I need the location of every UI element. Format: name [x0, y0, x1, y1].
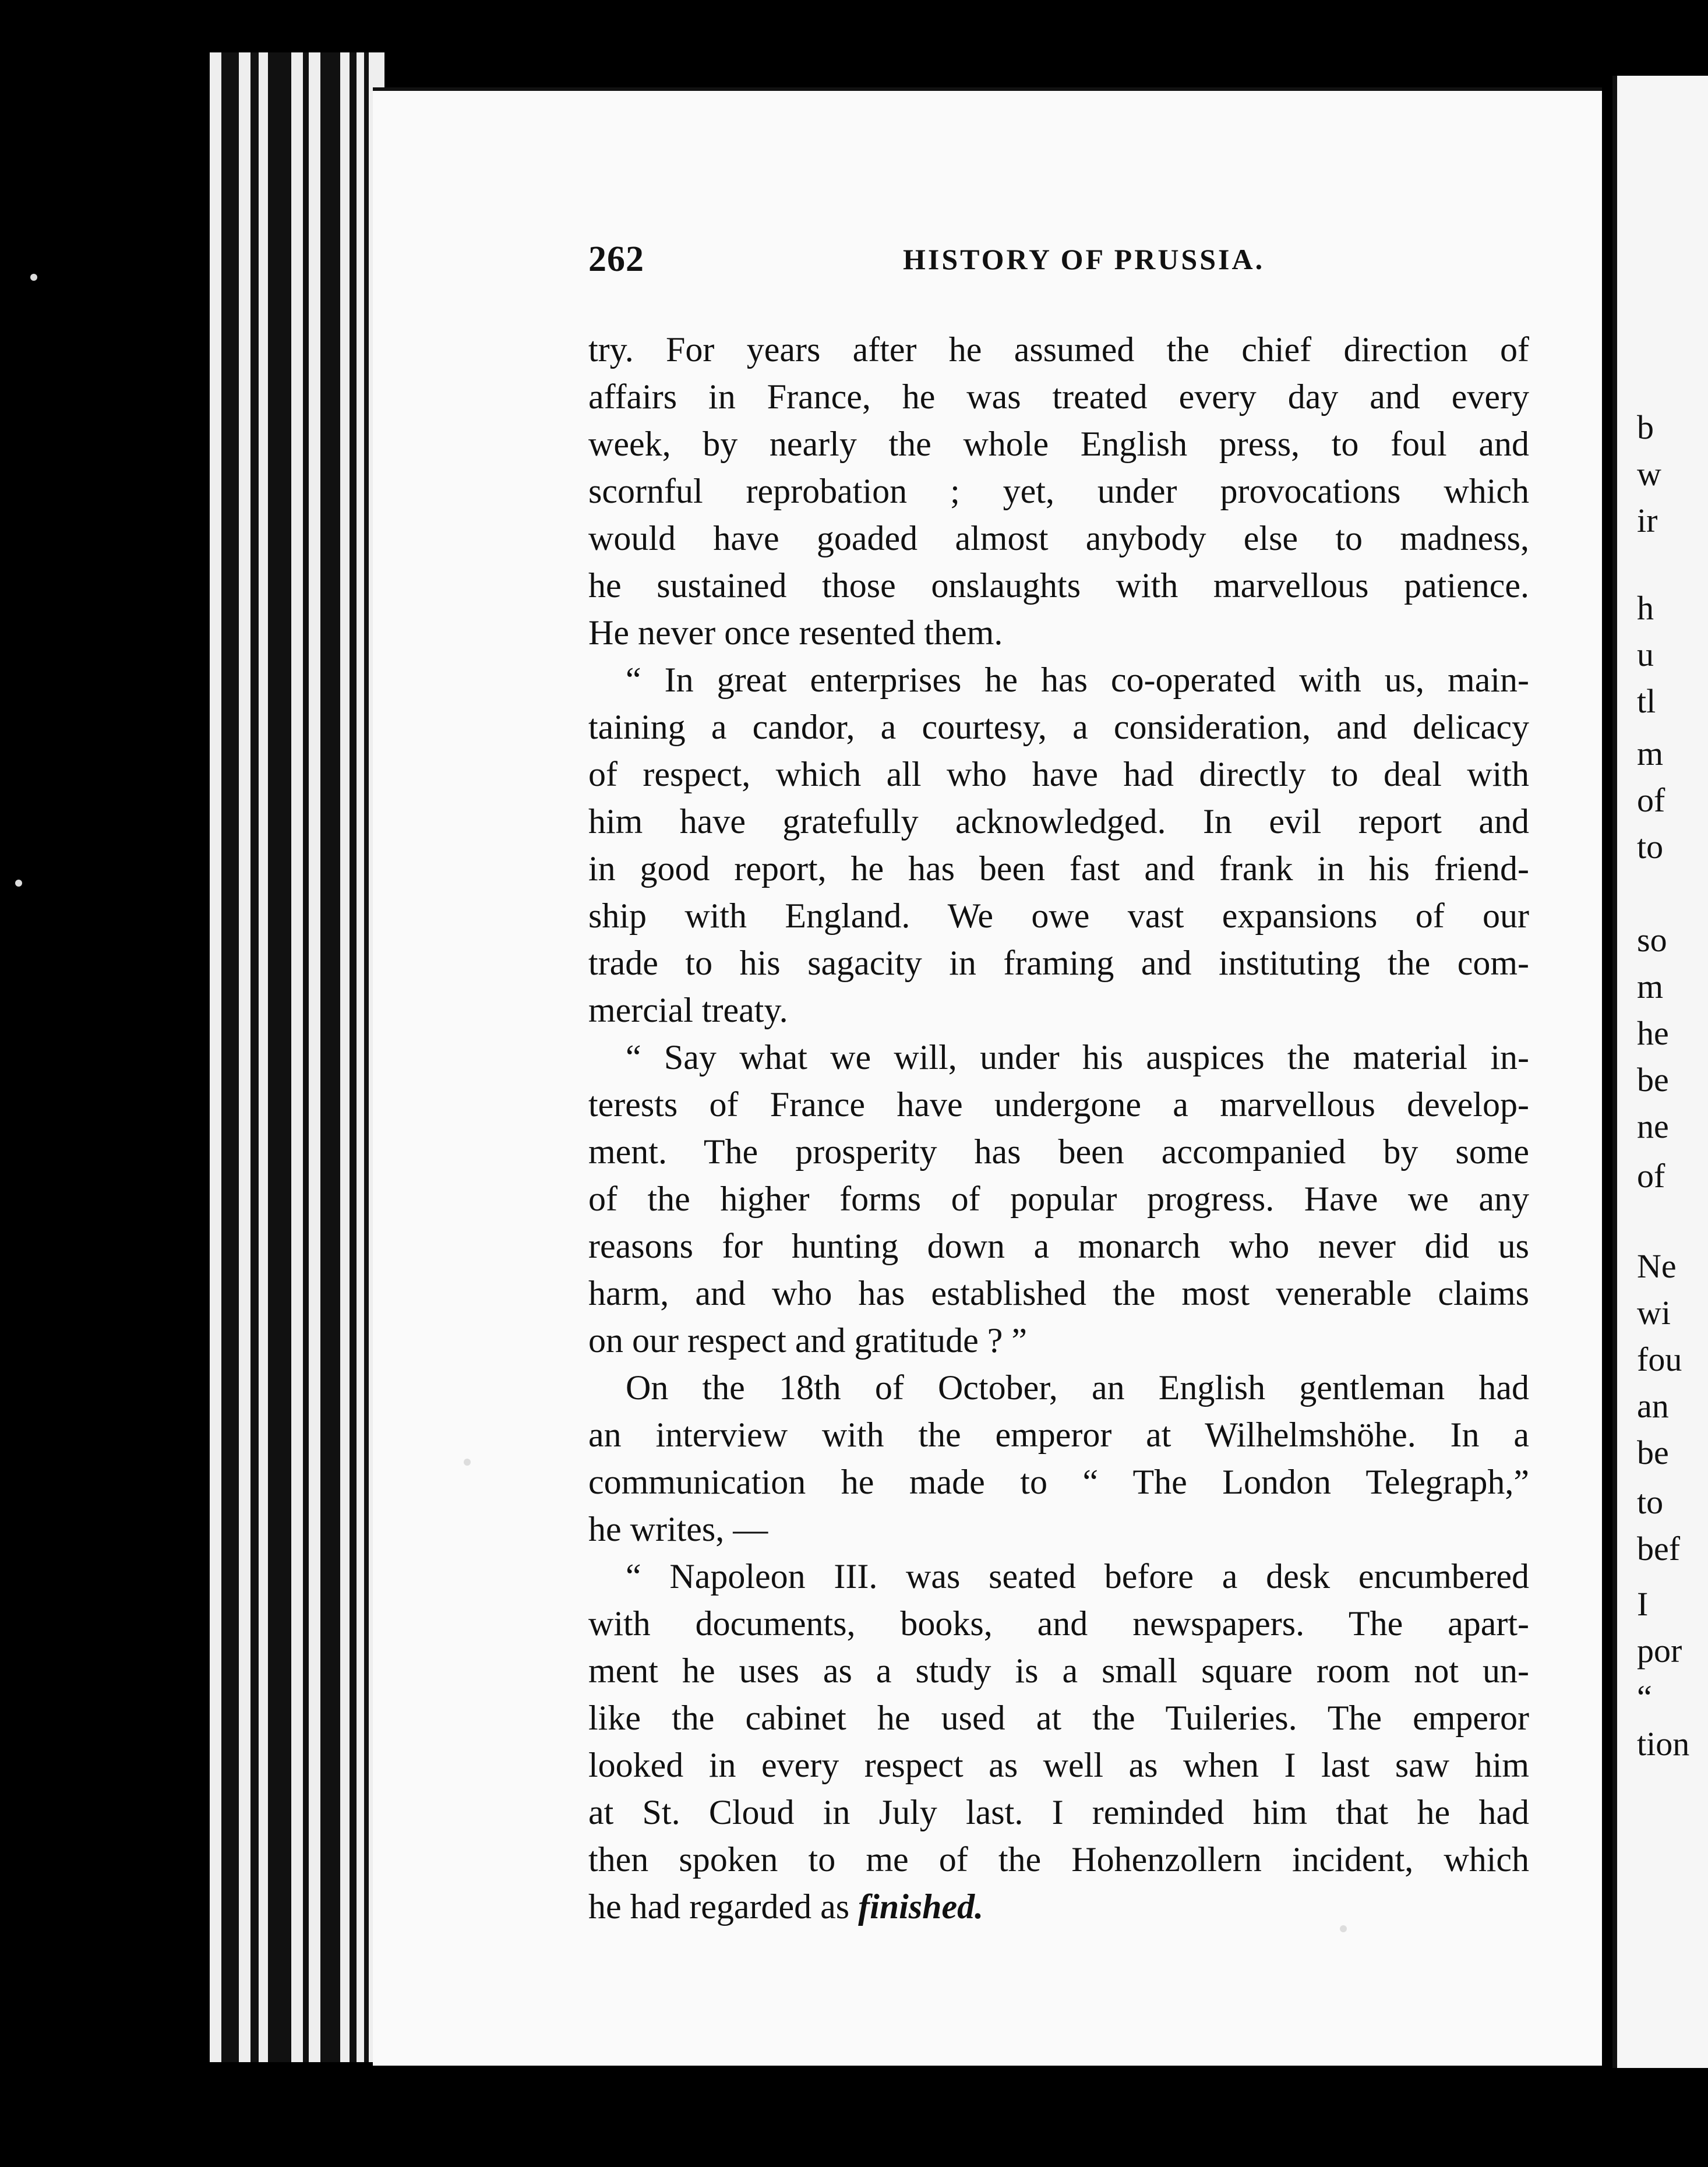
- facing-page-fragment: be: [1637, 1434, 1669, 1471]
- text-line: “ Say what we will, under his auspices the material in-: [626, 1038, 1529, 1077]
- facing-page-fragment: tl: [1637, 682, 1656, 720]
- facing-page-fragment: tion: [1637, 1725, 1690, 1763]
- text-line: On the 18th of October, an English gentleman had: [626, 1368, 1529, 1407]
- book-page-edges: [210, 52, 384, 2062]
- text-line: terests of France have undergone a marvellous develop-: [588, 1085, 1529, 1124]
- facing-page-fragment: b: [1637, 408, 1654, 446]
- text-line: ment he uses as a study is a small square room not un-: [588, 1651, 1529, 1690]
- text-line: trade to his sagacity in framing and instituting the com-: [588, 944, 1529, 982]
- facing-page-fragment: “: [1637, 1678, 1652, 1716]
- facing-page-fragment: bef: [1637, 1530, 1681, 1568]
- body-text: [588, 326, 1529, 1946]
- facing-page-fragment: be: [1637, 1061, 1669, 1099]
- facing-page-fragment: so: [1637, 921, 1667, 959]
- text-line: reasons for hunting down a monarch who never did us: [588, 1227, 1529, 1265]
- facing-page-fragment: an: [1637, 1387, 1669, 1425]
- text-line: he writes, —: [588, 1510, 768, 1548]
- facing-page-fragment: wi: [1637, 1294, 1671, 1332]
- text-line: communication he made to “ The London Telegraph,”: [588, 1463, 1529, 1501]
- text-line: ment. The prosperity has been accompanied by some: [588, 1132, 1529, 1171]
- text-line: of the higher forms of popular progress. Have we any: [588, 1180, 1529, 1218]
- text-line: scornful reprobation ; yet, under provocations which: [588, 472, 1529, 510]
- facing-page-fragment: por: [1637, 1632, 1682, 1670]
- facing-page-fragment: I: [1637, 1585, 1649, 1623]
- text-line: taining a candor, a courtesy, a consideration, and delicacy: [588, 708, 1529, 746]
- text-line: at St. Cloud in July last. I reminded him that he had: [588, 1793, 1529, 1831]
- facing-page-fragment: to: [1637, 1483, 1664, 1521]
- text-line: looked in every respect as well as when I last saw him: [588, 1746, 1529, 1784]
- facing-page-fragment: m: [1637, 735, 1664, 772]
- final-line-prefix: he had regarded as: [588, 1887, 859, 1926]
- text-line: then spoken to me of the Hohenzollern incident, which: [588, 1840, 1529, 1879]
- facing-page-fragment: he: [1637, 1014, 1669, 1052]
- text-line: him have gratefully acknowledged. In evil report and: [588, 802, 1529, 841]
- page-header: [588, 239, 1567, 291]
- text-line: harm, and who has established the most venerable claims: [588, 1274, 1529, 1312]
- facing-page-fragment: u: [1637, 636, 1654, 673]
- page-number: 262: [588, 239, 644, 279]
- text-line: week, by nearly the whole English press, to foul and: [588, 425, 1529, 463]
- text-line: He never once resented them.: [588, 613, 1003, 652]
- facing-page-fragment: of: [1637, 1157, 1665, 1195]
- text-line: with documents, books, and newspapers. The apart-: [588, 1604, 1529, 1643]
- final-line-emphasis: finished.: [858, 1887, 984, 1926]
- facing-page-fragment: m: [1637, 968, 1664, 1005]
- text-line: in good report, he has been fast and frank in his friend-: [588, 849, 1529, 888]
- running-title: HISTORY OF PRUSSIA.: [903, 243, 1265, 276]
- text-line-final: [588, 1883, 1529, 1930]
- text-line: of respect, which all who have had directly to deal with: [588, 755, 1529, 793]
- text-line: ship with England. We owe vast expansions of our: [588, 897, 1529, 935]
- facing-page-fragment: ne: [1637, 1107, 1669, 1145]
- text-line: he sustained those onslaughts with marvellous patience.: [588, 566, 1529, 605]
- text-line: an interview with the emperor at Wilhelmshöhe. In a: [588, 1416, 1529, 1454]
- facing-page-fragment: fou: [1637, 1340, 1682, 1378]
- text-line: “ Napoleon III. was seated before a desk encumbered: [626, 1557, 1529, 1596]
- text-line: mercial treaty.: [588, 991, 788, 1029]
- text-line: would have goaded almost anybody else to madness,: [588, 519, 1529, 557]
- facing-page-fragment: ir: [1637, 502, 1658, 539]
- facing-page-fragment: h: [1637, 589, 1654, 627]
- facing-page-fragment: to: [1637, 828, 1664, 866]
- text-line: try. For years after he assumed the chief direction of: [588, 330, 1529, 369]
- facing-page-fragment: w: [1637, 455, 1661, 493]
- facing-page-fragment: of: [1637, 781, 1665, 819]
- text-line: like the cabinet he used at the Tuileries. The emperor: [588, 1699, 1529, 1737]
- text-line: “ In great enterprises he has co-operated with us, main-: [626, 661, 1529, 699]
- text-line: on our respect and gratitude ? ”: [588, 1321, 1028, 1360]
- facing-page-fragment: Ne: [1637, 1247, 1677, 1285]
- text-line: affairs in France, he was treated every day and every: [588, 377, 1529, 416]
